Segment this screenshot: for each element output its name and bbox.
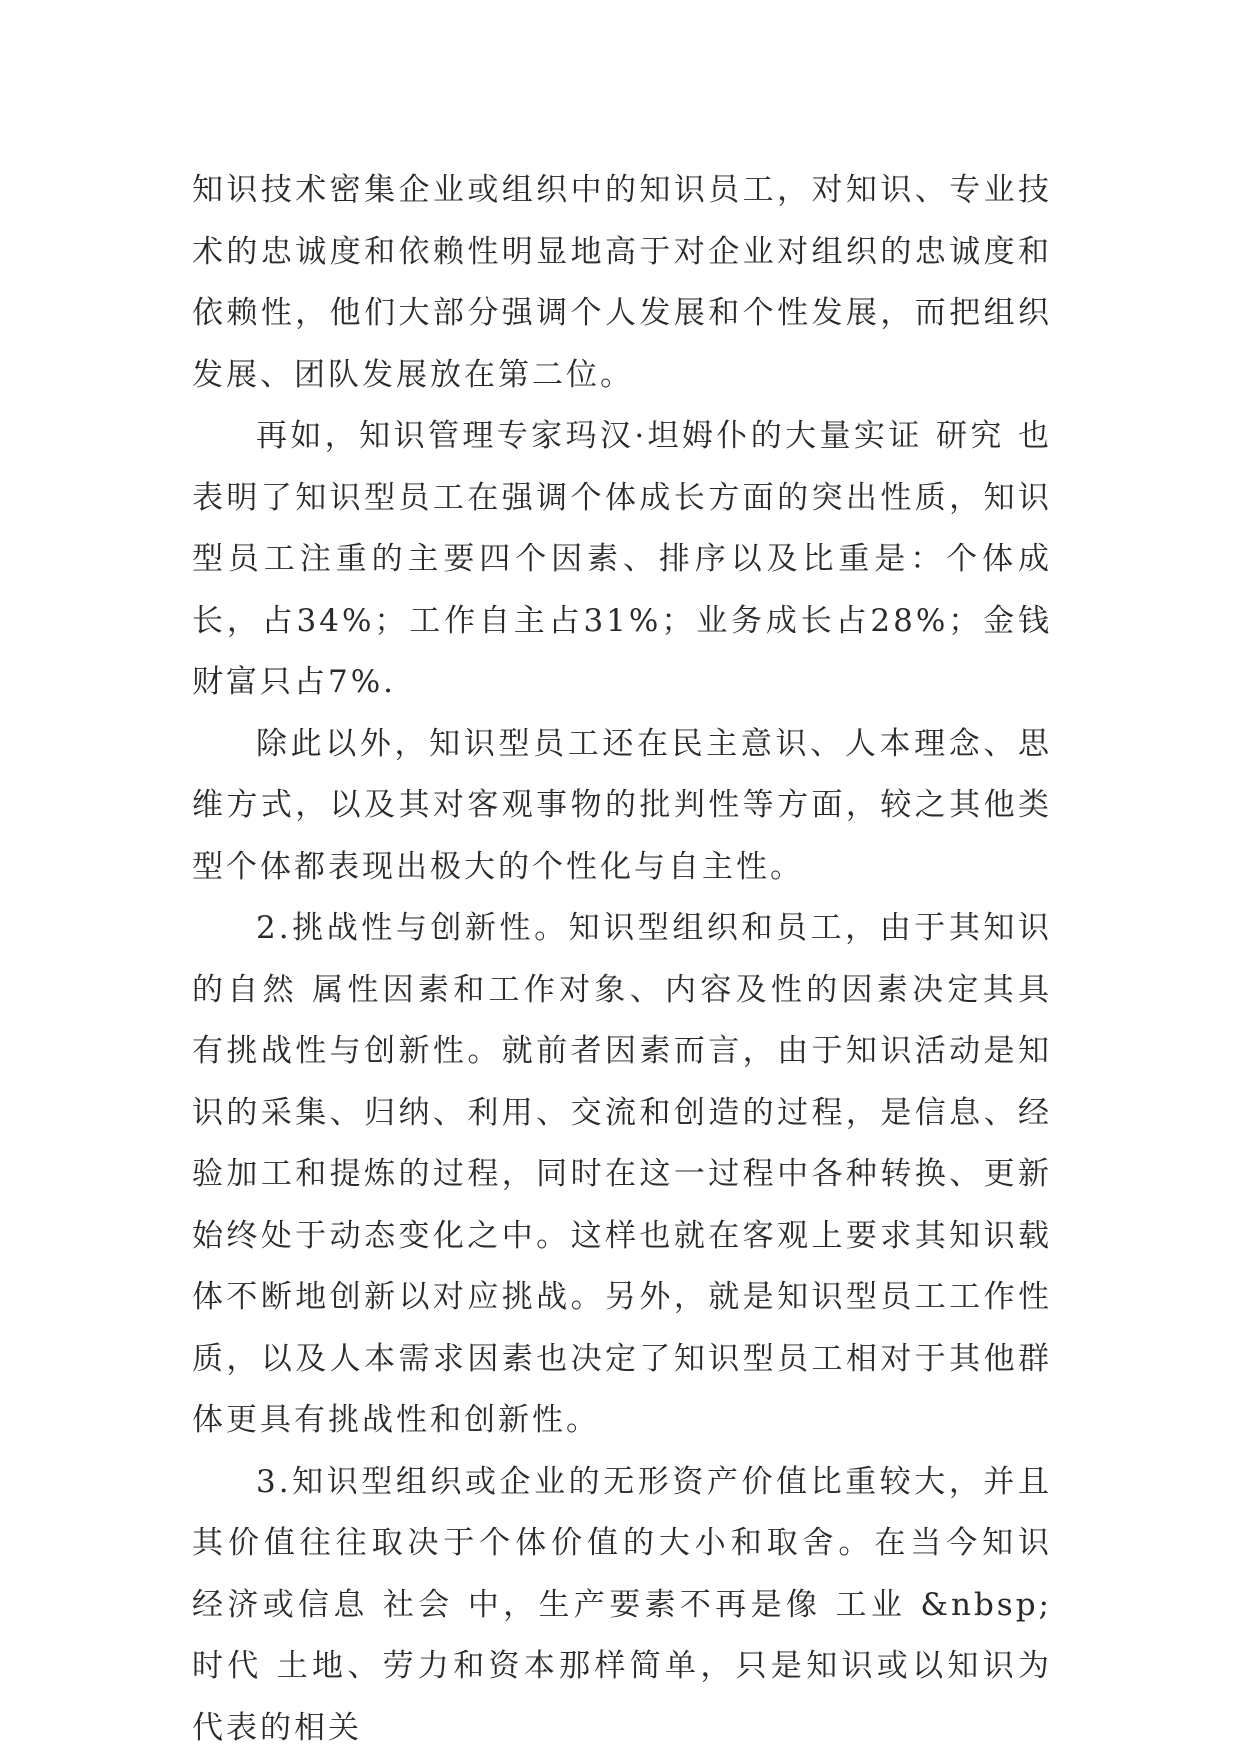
paragraph-1: 知识技术密集企业或组织中的知识员工，对知识、专业技术的忠诚度和依赖性明显地高于对企业对组织的忠诚度和依赖性，他们大部分强调个人发展和个性发展，而把组织发展、团队发展放在第二位。	[192, 160, 1052, 406]
paragraph-4: 2.挑战性与创新性。知识型组织和员工，由于其知识的自然 属性因素和工作对象、内容及性的因素决定其具有挑战性与创新性。就前者因素而言，由于知识活动是知识的采集、归纳、利用、交流和创造的过程，是信息、经验加工和提炼的过程，同时在这一过程中各种转换、更新始终处于动态变化之中。这样也就在客观上要求其知识载体不断地创新以对应挑战。另外，就是知识型员工工作性质，以及人本需求因素也决定了知识型员工相对于其他群体更具有挑战性和创新性。	[192, 898, 1052, 1452]
paragraph-5: 3.知识型组织或企业的无形资产价值比重较大，并且其价值往往取决于个体价值的大小和取舍。在当今知识 经济或信息 社会 中，生产要素不再是像 工业 &nbsp;时代 土地、劳力和资本那样简单，只是知识或以知识为代表的相关	[192, 1452, 1052, 1759]
paragraph-3: 除此以外，知识型员工还在民主意识、人本理念、思维方式，以及其对客观事物的批判性等方面，较之其他类型个体都表现出极大的个性化与自主性。	[192, 714, 1052, 899]
paragraph-2: 再如，知识管理专家玛汉·坦姆仆的大量实证 研究 也表明了知识型员工在强调个体成长方面的突出性质，知识型员工注重的主要四个因素、排序以及比重是：个体成长，占34%；工作自主占31%；业务成长占28%；金钱财富只占7%.	[192, 406, 1052, 714]
document-body	[192, 160, 1052, 1759]
